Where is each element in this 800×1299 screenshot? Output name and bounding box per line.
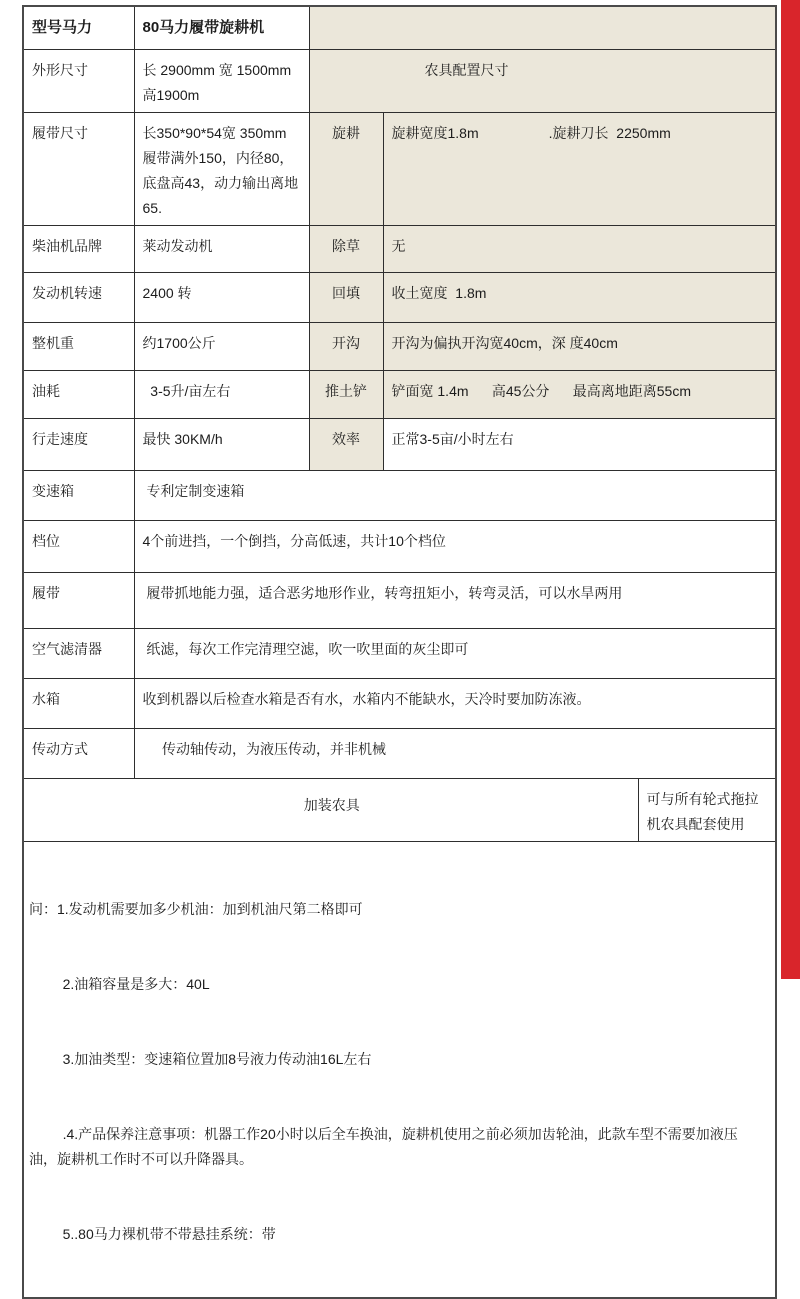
spec-value: 80马力履带旋耕机	[134, 6, 309, 49]
spec-label: 油耗	[23, 370, 134, 418]
spec-subcategory: 回填	[309, 272, 383, 322]
spec-subcategory: 开沟	[309, 322, 383, 370]
spec-value: 长 2900mm 宽 1500mm 高1900m	[134, 49, 309, 112]
implement-config-header: 农具配置尺寸	[309, 49, 776, 112]
table-row	[23, 678, 776, 728]
empty-header-cell	[309, 6, 776, 49]
spec-table	[22, 5, 777, 1299]
table-row	[23, 6, 776, 49]
spec-value: 履带抓地能力强，适合恶劣地形作业，转弯扭矩小，转弯灵活，可以水旱两用	[134, 572, 776, 628]
spec-value: 4个前进挡，一个倒挡，分高低速，共计10个档位	[134, 520, 776, 572]
attachments-note: 可与所有轮式拖拉机农具配套使用	[638, 778, 776, 841]
table-row	[23, 370, 776, 418]
table-row	[23, 112, 776, 225]
table-row	[23, 520, 776, 572]
spec-label: 行走速度	[23, 418, 134, 470]
table-row	[23, 778, 776, 841]
spec-value: 专利定制变速箱	[134, 470, 776, 520]
qa-line: .4.产品保养注意事项：机器工作20小时以后全车换油，旋耕机使用之前必须加齿轮油，此款车型不需要加液压油，旋耕机工作时不可以升降器具。	[29, 1125, 738, 1167]
spec-subcategory: 效率	[309, 418, 383, 470]
spec-value: 长350*90*54宽 350mm 履带满外150，内径80，底盘高43，动力输出离地65.	[134, 112, 309, 225]
spec-value: 莱动发动机	[134, 225, 309, 272]
spec-value: 3-5升/亩左右	[134, 370, 309, 418]
spec-subvalue: 收土宽度 1.8m	[383, 272, 776, 322]
spec-value: 最快 30KM/h	[134, 418, 309, 470]
spec-subvalue: 开沟为偏执开沟宽40cm，深 度40cm	[383, 322, 776, 370]
spec-label: 外形尺寸	[23, 49, 134, 112]
spec-label: 型号马力	[23, 6, 134, 49]
spec-subcategory: 旋耕	[309, 112, 383, 225]
spec-label: 柴油机品牌	[23, 225, 134, 272]
attachments-title: 加装农具	[23, 778, 638, 841]
spec-subvalue: 旋耕宽度1.8m .旋耕刀长 2250mm	[383, 112, 776, 225]
spec-label: 发动机转速	[23, 272, 134, 322]
right-red-stripe	[781, 0, 800, 979]
table-row	[23, 628, 776, 678]
table-row	[23, 418, 776, 470]
spec-label: 传动方式	[23, 728, 134, 778]
spec-label: 水箱	[23, 678, 134, 728]
qa-section	[23, 841, 776, 1298]
spec-subvalue: 无	[383, 225, 776, 272]
table-row	[23, 728, 776, 778]
qa-line: 3.加油类型：变速箱位置加8号液力传动油16L左右	[62, 1050, 372, 1067]
spec-value: 2400 转	[134, 272, 309, 322]
spec-subcategory: 除草	[309, 225, 383, 272]
table-row	[23, 272, 776, 322]
table-row	[23, 841, 776, 1298]
spec-label: 履带	[23, 572, 134, 628]
spec-subcategory: 推土铲	[309, 370, 383, 418]
spec-value: 传动轴传动，为液压传动，并非机械	[134, 728, 776, 778]
spec-label: 变速箱	[23, 470, 134, 520]
table-row	[23, 572, 776, 628]
spec-subvalue: 铲面宽 1.4m 高45公分 最高离地距离55cm	[383, 370, 776, 418]
spec-value: 约1700公斤	[134, 322, 309, 370]
table-row	[23, 225, 776, 272]
table-row	[23, 322, 776, 370]
table-row	[23, 49, 776, 112]
qa-line: 2.油箱容量是多大：40L	[62, 975, 210, 992]
spec-label: 空气滤清器	[23, 628, 134, 678]
spec-value: 纸滤，每次工作完清理空滤，吹一吹里面的灰尘即可	[134, 628, 776, 678]
qa-line: 问：1.发动机需要加多少机油：加到机油尺第二格即可	[29, 900, 363, 917]
spec-label: 档位	[23, 520, 134, 572]
qa-line: 5..80马力裸机带不带悬挂系统：带	[62, 1225, 276, 1242]
spec-label: 履带尺寸	[23, 112, 134, 225]
spec-value: 收到机器以后检查水箱是否有水，水箱内不能缺水，天冷时要加防冻液。	[134, 678, 776, 728]
spec-subvalue: 正常3-5亩/小时左右	[383, 418, 776, 470]
spec-label: 整机重	[23, 322, 134, 370]
table-row	[23, 470, 776, 520]
